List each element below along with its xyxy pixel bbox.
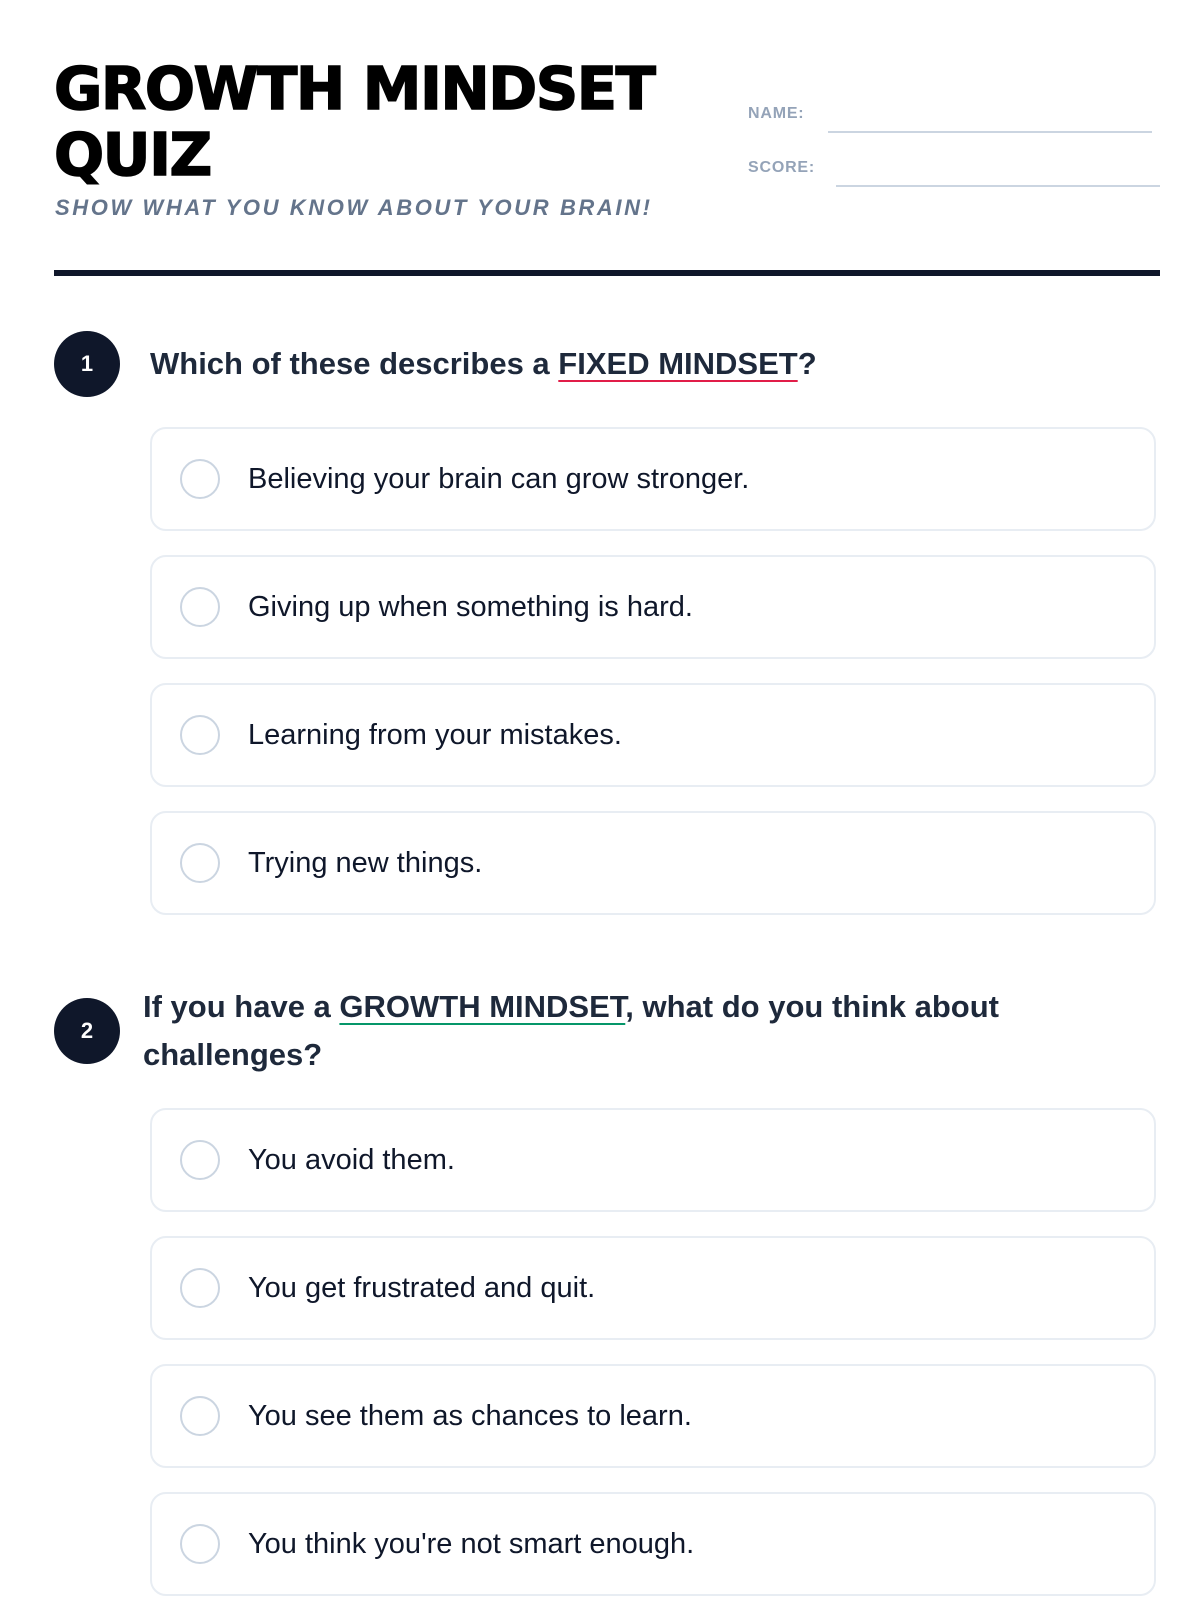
answer-option[interactable]: [150, 555, 1156, 659]
question-text: [150, 340, 1150, 388]
score-field[interactable]: [836, 185, 1160, 187]
score-label: SCORE:: [748, 159, 816, 176]
quiz-subtitle: SHOW WHAT YOU KNOW ABOUT YOUR BRAIN!: [55, 195, 653, 220]
answer-option-label: Trying new things.: [248, 847, 483, 879]
question-number-badge: 2: [54, 998, 120, 1064]
quiz-title: GROWTH MINDSET QUIZ: [54, 54, 655, 189]
answer-option-label: You get frustrated and quit.: [248, 1272, 596, 1304]
radio-button[interactable]: [180, 1524, 220, 1564]
answer-option[interactable]: [150, 683, 1156, 787]
key-term-growth-mindset: GROWTH MINDSET: [339, 989, 626, 1024]
question-text-after: ?: [797, 346, 817, 381]
answer-option-label: You see them as chances to learn.: [248, 1400, 692, 1432]
question-number-badge: 1: [54, 331, 120, 397]
answer-option-label: You think you're not smart enough.: [248, 1528, 695, 1560]
radio-button[interactable]: [180, 715, 220, 755]
answer-option[interactable]: [150, 1236, 1156, 1340]
answer-option-label: Giving up when something is hard.: [248, 591, 693, 623]
answer-option[interactable]: [150, 1492, 1156, 1596]
answer-option-label: Learning from your mistakes.: [248, 719, 622, 751]
radio-button[interactable]: [180, 843, 220, 883]
answer-option[interactable]: [150, 427, 1156, 531]
radio-button[interactable]: [180, 1396, 220, 1436]
radio-button[interactable]: [180, 459, 220, 499]
name-field[interactable]: [828, 131, 1152, 133]
answer-option[interactable]: [150, 1108, 1156, 1212]
question-text-before: If you have a: [143, 989, 340, 1024]
answer-option-label: Believing your brain can grow stronger.: [248, 463, 750, 495]
answer-option[interactable]: [150, 1364, 1156, 1468]
question-text: [143, 983, 1143, 1079]
question-text-after: , what do you think about challenges?: [143, 989, 999, 1072]
key-term-fixed-mindset: FIXED MINDSET: [558, 346, 798, 381]
radio-button[interactable]: [180, 1268, 220, 1308]
name-label: NAME:: [748, 105, 805, 122]
header-divider: [54, 270, 1160, 276]
answer-option-label: You avoid them.: [248, 1144, 455, 1176]
question-text-before: Which of these describes a: [150, 346, 559, 381]
radio-button[interactable]: [180, 1140, 220, 1180]
answer-option[interactable]: [150, 811, 1156, 915]
radio-button[interactable]: [180, 587, 220, 627]
